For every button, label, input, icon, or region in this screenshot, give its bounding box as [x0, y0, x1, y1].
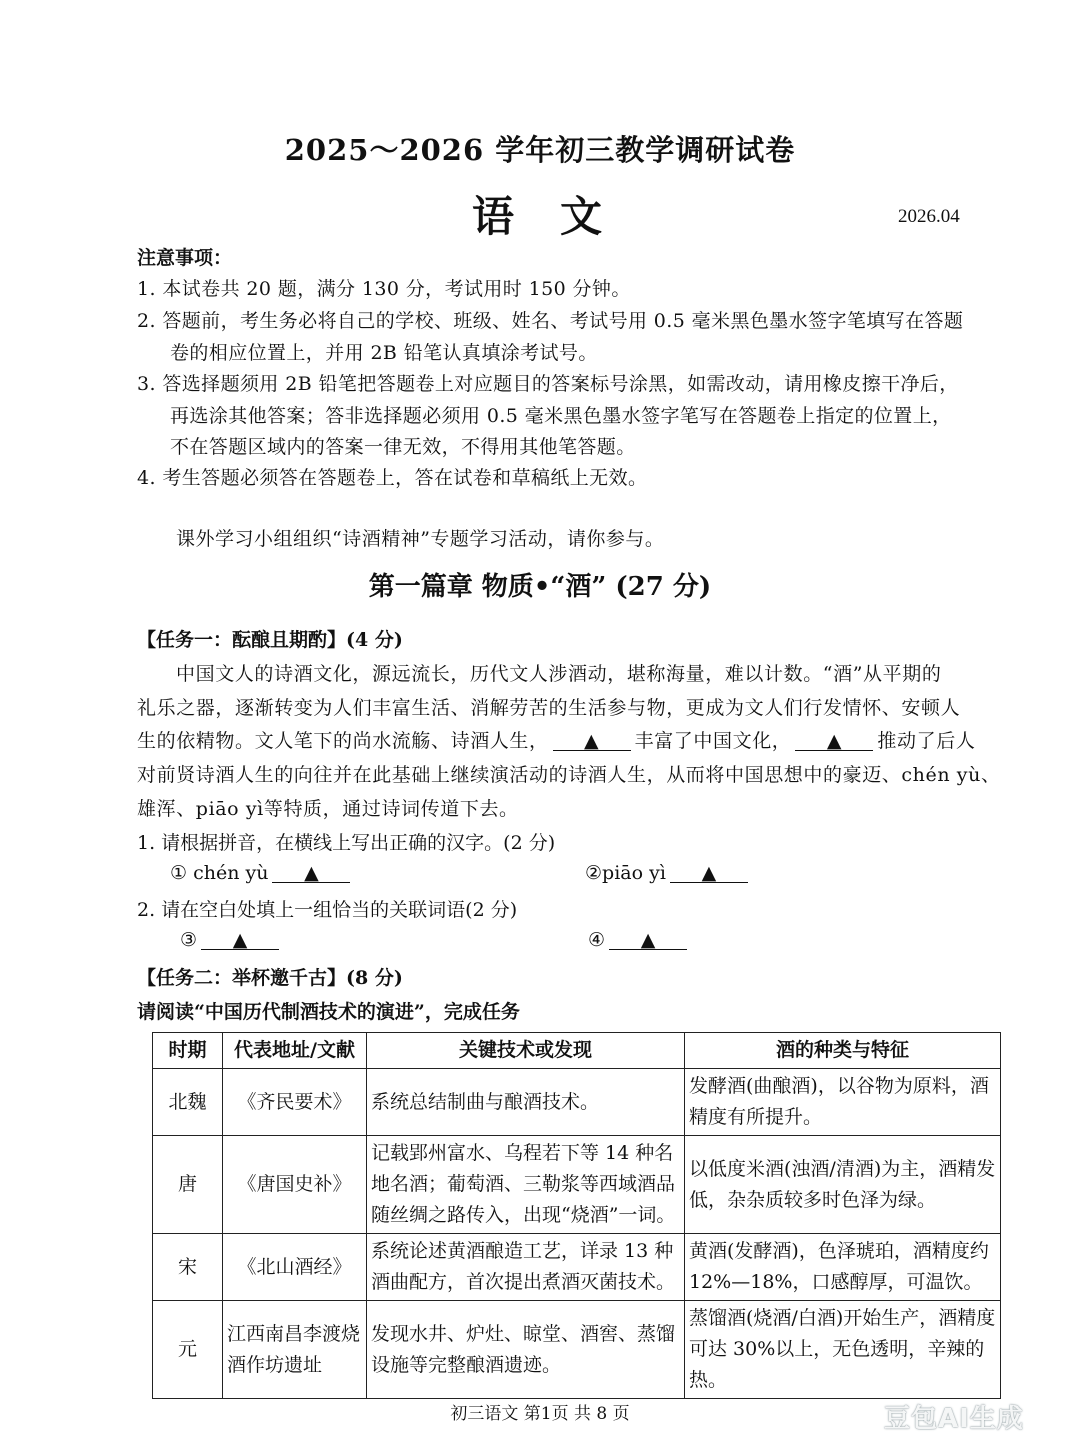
table-row	[153, 1069, 1001, 1136]
task1-paragraph-line-1: 中国文人的诗酒文化，源远流长，历代文人涉酒动，堪称海量，难以计数。“酒”从平期的	[176, 663, 942, 685]
cell-wine-type: 黄酒(发酵酒)，色泽琥珀，酒精度约 12%—18%，口感醇厚，可温饮。	[685, 1234, 1001, 1301]
blank-4[interactable]: ▲	[795, 732, 873, 751]
q1-b-label: ②piāo yì	[585, 862, 666, 884]
page-footer: 初三语文 第1页 共 8 页	[450, 1404, 630, 1424]
cell-source: 江西南昌李渡烧酒作坊遗址	[223, 1301, 367, 1399]
table-row	[153, 1301, 1001, 1399]
exam-title: 2025～2026 学年初三教学调研试卷	[284, 133, 796, 167]
col-header-period: 时期	[153, 1033, 223, 1069]
task1-paragraph-line-3	[137, 726, 975, 753]
question-2: 2. 请在空白处填上一组恰当的关联词语(2 分)	[137, 899, 518, 921]
notice-heading: 注意事项：	[137, 247, 233, 269]
task2-heading: 【任务二：举杯邀千古】(8 分)	[137, 967, 403, 989]
blank-3[interactable]: ▲	[553, 732, 631, 751]
task2-instruction: 请阅读“中国历代制酒技术的演进”，完成任务	[137, 1001, 520, 1023]
activity-intro: 课外学习小组组织“诗酒精神”专题学习活动，请你参与。	[176, 528, 665, 550]
task1-paragraph-line-4: 对前贤诗酒人生的向往并在此基础上继续演活动的诗酒人生，从而将中国思想中的豪迈、chén yù、	[137, 764, 1001, 786]
answer-blank-1[interactable]: ▲	[272, 864, 350, 883]
cell-source: 《齐民要术》	[223, 1069, 367, 1136]
cell-technique: 系统论述黄酒酿造工艺，详录 13 种酒曲配方，首次提出煮酒灭菌技术。	[367, 1234, 685, 1301]
q1-item-a	[170, 862, 354, 884]
q2-b-label: ④	[588, 929, 606, 951]
table-row	[153, 1136, 1001, 1234]
subject-title: 语文	[471, 192, 648, 241]
question-1: 1. 请根据拼音，在横线上写出正确的汉字。(2 分)	[137, 832, 556, 854]
cell-period: 元	[153, 1301, 223, 1399]
notice-line-1: 1. 本试卷共 20 题，满分 130 分，考试用时 150 分钟。	[137, 278, 631, 300]
line3-end: 推动了后人	[877, 730, 976, 752]
q2-item-a	[180, 929, 283, 951]
answer-blank-4[interactable]: ▲	[609, 931, 687, 950]
cell-source: 《北山酒经》	[223, 1234, 367, 1301]
answer-blank-3[interactable]: ▲	[201, 931, 279, 950]
table-row	[153, 1234, 1001, 1301]
notice-line-4: 3. 答选择题须用 2B 铅笔把答题卷上对应题目的答案标号涂黑，如需改动，请用橡皮擦干净后，	[137, 373, 959, 395]
notice-line-6: 不在答题区域内的答案一律无效，不得用其他笔答题。	[170, 436, 636, 458]
cell-technique: 记载郢州富水、乌程若下等 14 种名地名酒；葡萄酒、三勒浆等西域酒品随丝绸之路传入，出现“烧酒”一词。	[367, 1136, 685, 1234]
q1-item-b	[585, 862, 752, 884]
ai-watermark: 豆包AI生成	[884, 1404, 1024, 1434]
cell-period: 宋	[153, 1234, 223, 1301]
task1-paragraph-line-5: 雄浑、piāo yì等特质，通过诗词传道下去。	[137, 798, 519, 820]
q2-a-label: ③	[180, 929, 198, 951]
cell-wine-type: 以低度米酒(浊酒/清酒)为主，酒精发低，杂杂质较多时色泽为绿。	[685, 1136, 1001, 1234]
col-header-source: 代表地址/文献	[223, 1033, 367, 1069]
notice-line-2: 2. 答题前，考生务必将自己的学校、班级、姓名、考试号用 0.5 毫米黑色墨水签字笔填写在答题	[137, 310, 964, 332]
wine-history-table	[152, 1032, 1001, 1399]
line3-start: 生的依精物。文人笔下的尚水流觞、诗酒人生，	[137, 730, 549, 752]
col-header-wine-type: 酒的种类与特征	[685, 1033, 1001, 1069]
answer-blank-2[interactable]: ▲	[670, 864, 748, 883]
cell-source: 《唐国史补》	[223, 1136, 367, 1234]
task1-heading: 【任务一：酝酿且期酌】(4 分)	[137, 629, 403, 651]
table-header-row	[153, 1033, 1001, 1069]
notice-line-7: 4. 考生答题必须答在答题卷上，答在试卷和草稿纸上无效。	[137, 467, 648, 489]
col-header-technique: 关键技术或发现	[367, 1033, 685, 1069]
cell-wine-type: 发酵酒(曲酿酒)，以谷物为原料，酒精度有所提升。	[685, 1069, 1001, 1136]
q1-a-label: ① chén yù	[170, 862, 269, 884]
notice-line-3: 卷的相应位置上，并用 2B 铅笔认真填涂考试号。	[170, 342, 598, 364]
wine-history-table-wrap	[152, 1032, 1001, 1399]
cell-wine-type: 蒸馏酒(烧酒/白酒)开始生产，酒精度可达 30%以上，无色透明，辛辣的热。	[685, 1301, 1001, 1399]
cell-technique: 系统总结制曲与酿酒技术。	[367, 1069, 685, 1136]
exam-date: 2026.04	[898, 206, 960, 227]
q2-item-b	[588, 929, 691, 951]
task1-paragraph-line-2: 礼乐之器，逐渐转变为人们丰富生活、消解劳苦的生活参与物，更成为文人们行发情怀、安顿人	[137, 697, 961, 719]
cell-technique: 发现水井、炉灶、晾堂、酒窖、蒸馏设施等完整酿酒遗迹。	[367, 1301, 685, 1399]
notice-line-5: 再选涂其他答案；答非选择题必须用 0.5 毫米黑色墨水签字笔写在答题卷上指定的位置上，	[170, 405, 952, 427]
chapter-title: 第一篇章 物质•“酒” (27 分)	[368, 572, 712, 602]
cell-period: 北魏	[153, 1069, 223, 1136]
line3-mid: 丰富了中国文化，	[634, 730, 792, 752]
cell-period: 唐	[153, 1136, 223, 1234]
